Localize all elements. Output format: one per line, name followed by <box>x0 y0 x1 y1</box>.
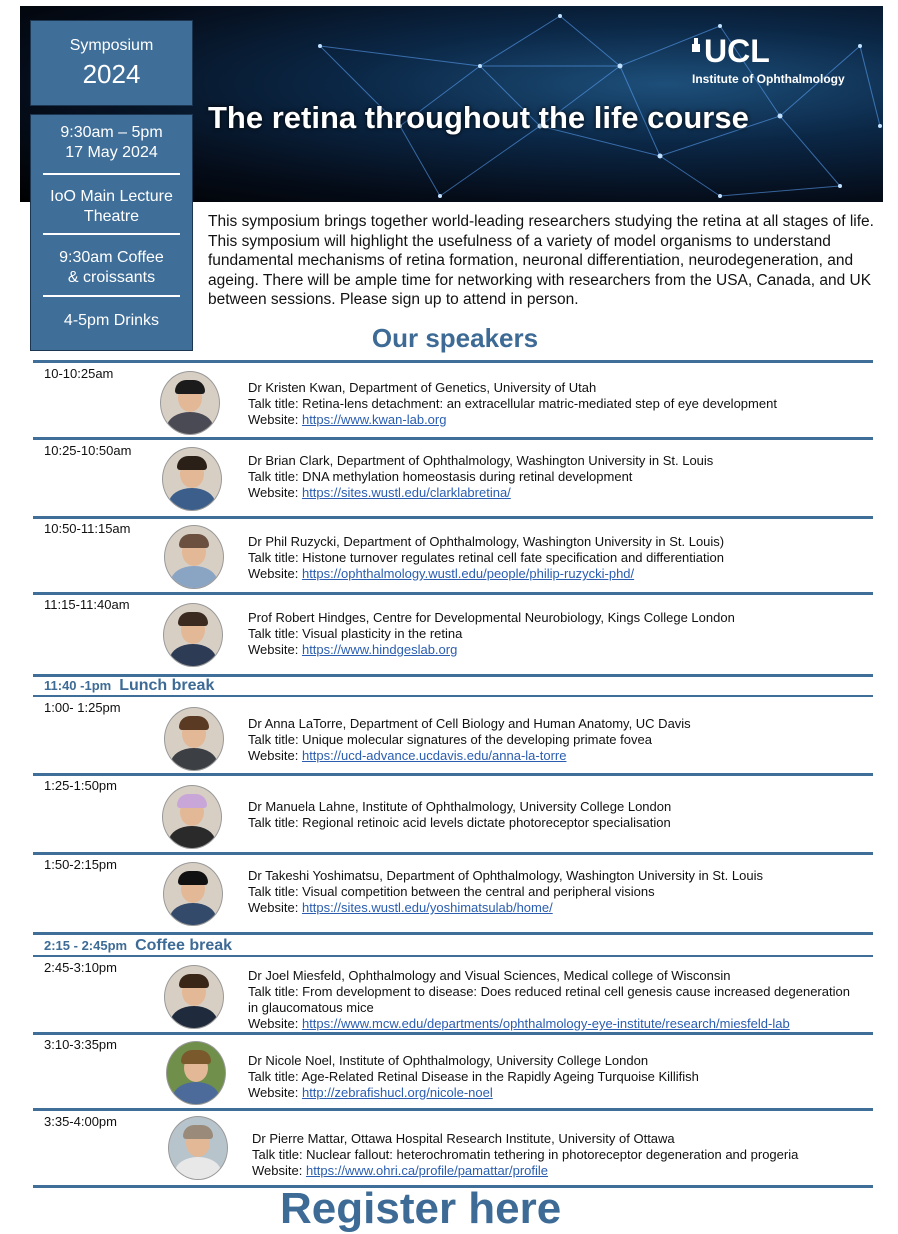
sidebar-details-box <box>30 114 193 351</box>
divider <box>33 1032 873 1035</box>
session-time: 2:45-3:10pm <box>44 960 117 975</box>
talk-title: Talk title: Retina-lens detachment: an extracellular matric-mediated step of eye development <box>248 396 777 411</box>
speaker-photo <box>160 371 220 435</box>
session-time: 3:10-3:35pm <box>44 1037 117 1052</box>
divider <box>33 695 873 697</box>
speaker-photo <box>164 965 224 1029</box>
speaker-photo <box>163 862 223 926</box>
institute-name: Institute of Ophthalmology <box>692 72 845 86</box>
session-time: 11:15-11:40am <box>44 597 130 612</box>
talk-title: Talk title: DNA methylation homeostasis during retinal development <box>248 469 633 484</box>
ucl-logo <box>692 32 862 92</box>
break-label: Lunch break <box>119 677 215 694</box>
speaker-entry <box>248 716 691 764</box>
divider <box>33 516 873 519</box>
divider <box>33 1108 873 1111</box>
lunch-break-row <box>44 677 214 695</box>
event-time: 9:30am – 5pm 17 May 2024 <box>60 124 163 161</box>
speaker-name: Dr Joel Miesfeld, Ophthalmology and Visual Sciences, Medical college of Wisconsin <box>248 968 731 983</box>
divider <box>33 437 873 440</box>
talk-title: Talk title: Unique molecular signatures of the developing primate fovea <box>248 732 652 747</box>
session-time: 10:50-11:15am <box>44 521 131 536</box>
speaker-name: Dr Brian Clark, Department of Ophthalmology, Washington University in St. Louis <box>248 453 714 468</box>
coffee-break-row <box>44 937 232 955</box>
speaker-entry <box>248 1053 699 1101</box>
website-link[interactable]: http://zebrafishucl.org/nicole-noel <box>301 1085 493 1100</box>
divider <box>33 592 873 595</box>
speaker-entry <box>252 1131 798 1179</box>
website-link[interactable]: https://ophthalmology.wustl.edu/people/philip-ruzycki-phd/ <box>301 566 635 581</box>
talk-title: Talk title: Age-Related Retinal Disease in the Rapidly Ageing Turquoise Killifish <box>248 1069 699 1084</box>
talk-title: Talk title: Visual competition between the central and peripheral visions <box>248 884 655 899</box>
talk-title: Talk title: From development to disease: Does reduced retinal cell genesis cause increased degeneration in glaucomatous mice <box>248 984 850 1015</box>
speaker-name: Dr Pierre Mattar, Ottawa Hospital Research Institute, University of Ottawa <box>252 1131 675 1146</box>
speaker-entry <box>248 868 763 916</box>
speaker-photo <box>164 707 224 771</box>
event-drinks: 4-5pm Drinks <box>63 312 160 329</box>
divider <box>43 173 180 175</box>
speaker-website: Website: http://zebrafishucl.org/nicole-noel <box>248 1085 493 1100</box>
website-link[interactable]: https://ucd-advance.ucdavis.edu/anna-la-torre <box>301 748 567 763</box>
website-link[interactable]: https://www.ohri.ca/profile/pamattar/profile <box>305 1163 549 1178</box>
event-coffee: 9:30am Coffee & croissants <box>59 249 164 286</box>
speaker-name: Dr Phil Ruzycki, Department of Ophthalmology, Washington University in St. Louis) <box>248 534 725 549</box>
break-label: Coffee break <box>135 937 233 954</box>
event-type: Symposium <box>69 37 154 54</box>
sidebar-event-box <box>30 20 193 106</box>
ucl-wordmark-icon <box>692 32 804 64</box>
website-link[interactable]: https://sites.wustl.edu/yoshimatsulab/home/ <box>301 900 553 915</box>
speaker-website: Website: https://sites.wustl.edu/clarklabretina/ <box>248 485 511 500</box>
speaker-photo <box>162 447 222 511</box>
speaker-entry <box>248 534 724 582</box>
session-time: 1:50-2:15pm <box>44 857 117 872</box>
speaker-name: Dr Anna LaTorre, Department of Cell Biology and Human Anatomy, UC Davis <box>248 716 691 731</box>
speaker-photo <box>163 603 223 667</box>
talk-title: Talk title: Visual plasticity in the retina <box>248 626 463 641</box>
register-heading[interactable]: Register here <box>280 1184 562 1233</box>
divider <box>33 360 873 363</box>
speaker-photo <box>166 1041 226 1105</box>
website-link[interactable]: https://sites.wustl.edu/clarklabretina/ <box>301 485 511 500</box>
speaker-entry <box>248 610 735 658</box>
speaker-photo <box>168 1116 228 1180</box>
speaker-photo <box>164 525 224 589</box>
talk-title: Talk title: Regional retinoic acid levels dictate photoreceptor specialisation <box>248 815 671 830</box>
speaker-name: Dr Kristen Kwan, Department of Genetics, University of Utah <box>248 380 597 395</box>
talk-title: Talk title: Nuclear fallout: heterochromatin tethering in photoreceptor degeneration and progeria <box>252 1147 799 1162</box>
speaker-website: Website: https://www.kwan-lab.org <box>248 412 447 427</box>
session-time: 3:35-4:00pm <box>44 1114 117 1129</box>
website-link[interactable]: https://www.hindgeslab.org <box>301 642 458 657</box>
break-time: 2:15 - 2:45pm <box>44 938 128 953</box>
speaker-name: Dr Manuela Lahne, Institute of Ophthalmology, University College London <box>248 799 672 814</box>
divider <box>33 932 873 935</box>
speaker-entry <box>248 453 713 501</box>
speaker-entry <box>248 968 858 1032</box>
speaker-website: Website: https://sites.wustl.edu/yoshimatsulab/home/ <box>248 900 553 915</box>
page-title: The retina throughout the life course <box>208 100 749 135</box>
session-time: 10-10:25am <box>44 366 114 381</box>
speakers-heading: Our speakers <box>371 323 539 353</box>
speaker-photo <box>162 785 222 849</box>
divider <box>43 233 180 235</box>
event-year: 2024 <box>82 59 141 89</box>
speaker-name: Dr Nicole Noel, Institute of Ophthalmology, University College London <box>248 1053 649 1068</box>
event-venue: IoO Main Lecture Theatre <box>50 188 173 225</box>
speaker-entry <box>248 799 671 831</box>
break-time: 11:40 -1pm <box>44 678 112 693</box>
speaker-website: Website: https://www.hindgeslab.org <box>248 642 458 657</box>
session-time: 1:25-1:50pm <box>44 778 117 793</box>
speaker-website: Website: https://www.ohri.ca/profile/pamattar/profile <box>252 1163 549 1178</box>
talk-title: Talk title: Histone turnover regulates retinal cell fate specification and differentiation <box>248 550 724 565</box>
session-time: 10:25-10:50am <box>44 443 132 458</box>
divider <box>43 295 180 297</box>
divider <box>33 773 873 776</box>
divider <box>33 955 873 957</box>
divider <box>33 852 873 855</box>
speaker-name: Prof Robert Hindges, Centre for Developmental Neurobiology, Kings College London <box>248 610 735 625</box>
website-link[interactable]: https://www.kwan-lab.org <box>301 412 447 427</box>
intro-paragraph: This symposium brings together world-leading researchers studying the retina at all stages of life. This symposium will highlight the usefulness of a variety of model organisms to understand fundamental mechanisms of retina formation, neuronal differentiation, neurodegeneration, and ageing. There will be ample time for networking with researchers from the USA, Canada, and UK between sessions. Please sign up to attend in person. <box>208 213 874 308</box>
speaker-website: Website: https://www.mcw.edu/departments/ophthalmology-eye-institute/research/miesfeld-lab <box>248 1016 790 1031</box>
speaker-name: Dr Takeshi Yoshimatsu, Department of Ophthalmology, Washington University in St. Louis <box>248 868 763 883</box>
website-link[interactable]: https://www.mcw.edu/departments/ophthalmology-eye-institute/research/miesfeld-lab <box>301 1016 790 1031</box>
svg-text:UCL: UCL <box>704 33 770 64</box>
speaker-entry <box>248 380 777 428</box>
speaker-website: Website: https://ophthalmology.wustl.edu/people/philip-ruzycki-phd/ <box>248 566 635 581</box>
speaker-website: Website: https://ucd-advance.ucdavis.edu/anna-la-torre <box>248 748 567 763</box>
session-time: 1:00- 1:25pm <box>44 700 121 715</box>
